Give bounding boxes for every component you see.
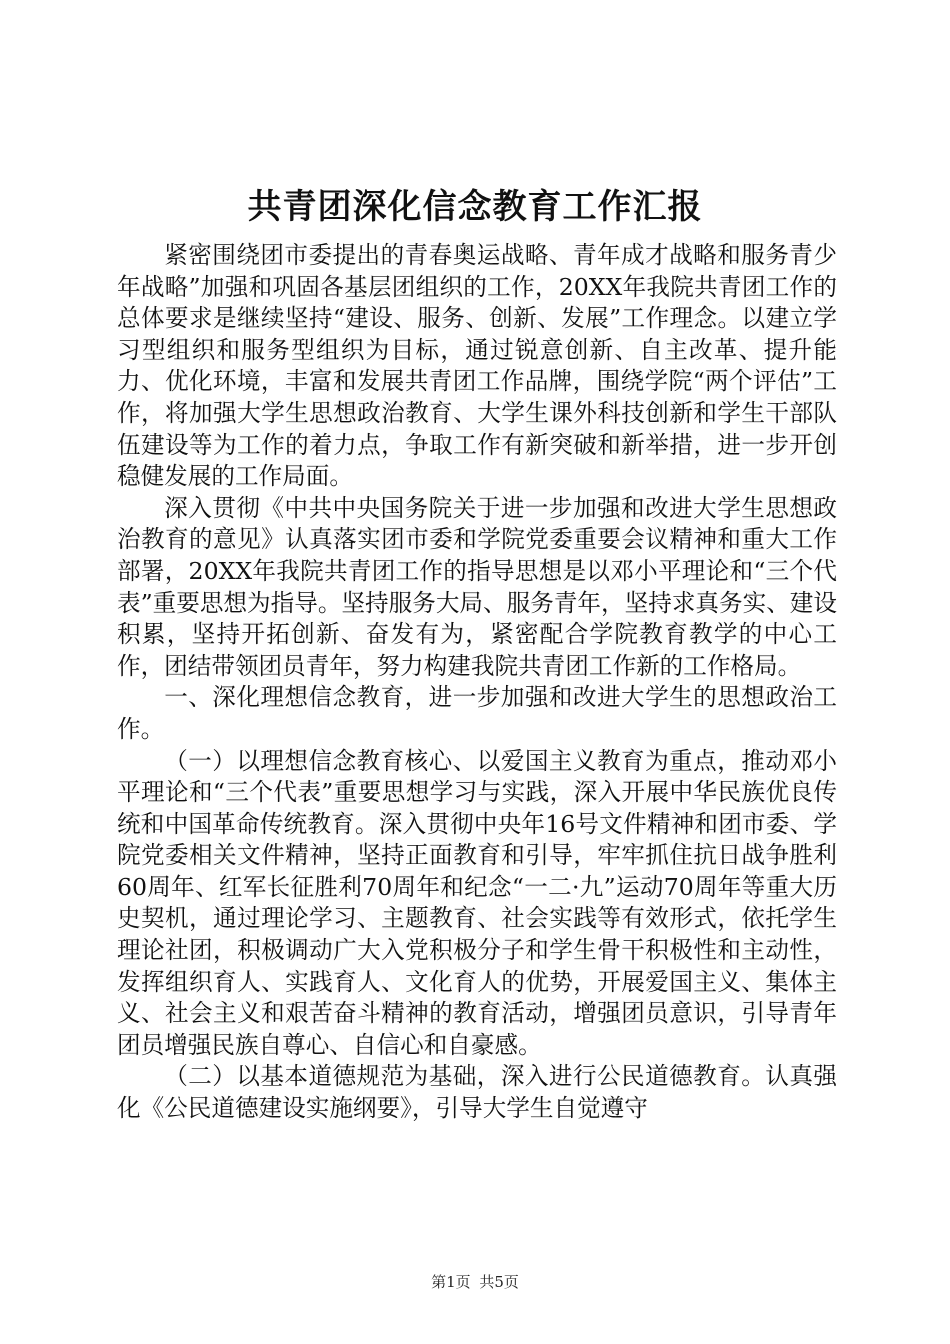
document-title: 共青团深化信念教育工作汇报 [247, 187, 703, 227]
paragraph: 紧密围绕团市委提出的青春奥运战略、青年成才战略和服务青少年战略”加强和巩固各基层团组织的工作，20XX年我院共青团工作的总体要求是继续坚持“建设、服务、创新、发展”工作理念。以建立学习型组织和服务型组织为目标，通过锐意创新、自主改革、提升能力、优化环境，丰富和发展共青团工作品牌，围绕学院“两个评估”工作，将加强大学生思想政治教育、大学生课外科技创新和学生干部队伍建设等为工作的着力点，争取工作有新突破和新举措，进一步开创稳健发展的工作局面。 [117, 241, 837, 491]
document-body [117, 240, 837, 1125]
paragraph: （二）以基本道德规范为基础，深入进行公民道德教育。认真强化《公民道德建设实施纲要》，引导大学生自觉遵守 [117, 1062, 837, 1123]
section-heading: 一、深化理想信念教育，进一步加强和改进大学生的思想政治工作。 [117, 683, 837, 743]
page-footer [0, 1272, 950, 1292]
page-total: 共5页 [479, 1273, 519, 1291]
page-number: 第1页 [431, 1273, 471, 1291]
paragraph: （一）以理想信念教育核心、以爱国主义教育为重点，推动邓小平理论和“三个代表”重要思想学习与实践，深入开展中华民族优良传统和中国革命传统教育。深入贯彻中央年16号文件精神和团市委、学院党委相关文件精神，坚持正面教育和引导，牢牢抓住抗日战争胜利60周年、红军长征胜利70周年和纪念“一二·九”运动70周年等重大历史契机，通过理论学习、主题教育、社会实践等有效形式，依托学生理论社团，积极调动广大入党积极分子和学生骨干积极性和主动性，发挥组织育人、实践育人、文化育人的优势，开展爱国主义、集体主义、社会主义和艰苦奋斗精神的教育活动，增强团员意识，引导青年团员增强民族自尊心、自信心和自豪感。 [117, 746, 837, 1059]
paragraph: 深入贯彻《中共中央国务院关于进一步加强和改进大学生思想政治教育的意见》认真落实团市委和学院党委重要会议精神和重大工作部署，20XX年我院共青团工作的指导思想是以邓小平理论和“三个代表”重要思想为指导。坚持服务大局、服务青年，坚持求真务实、建设积累，坚持开拓创新、奋发有为，紧密配合学院教育教学的中心工作，团结带领团员青年，努力构建我院共青团工作新的工作格局。 [117, 493, 837, 680]
